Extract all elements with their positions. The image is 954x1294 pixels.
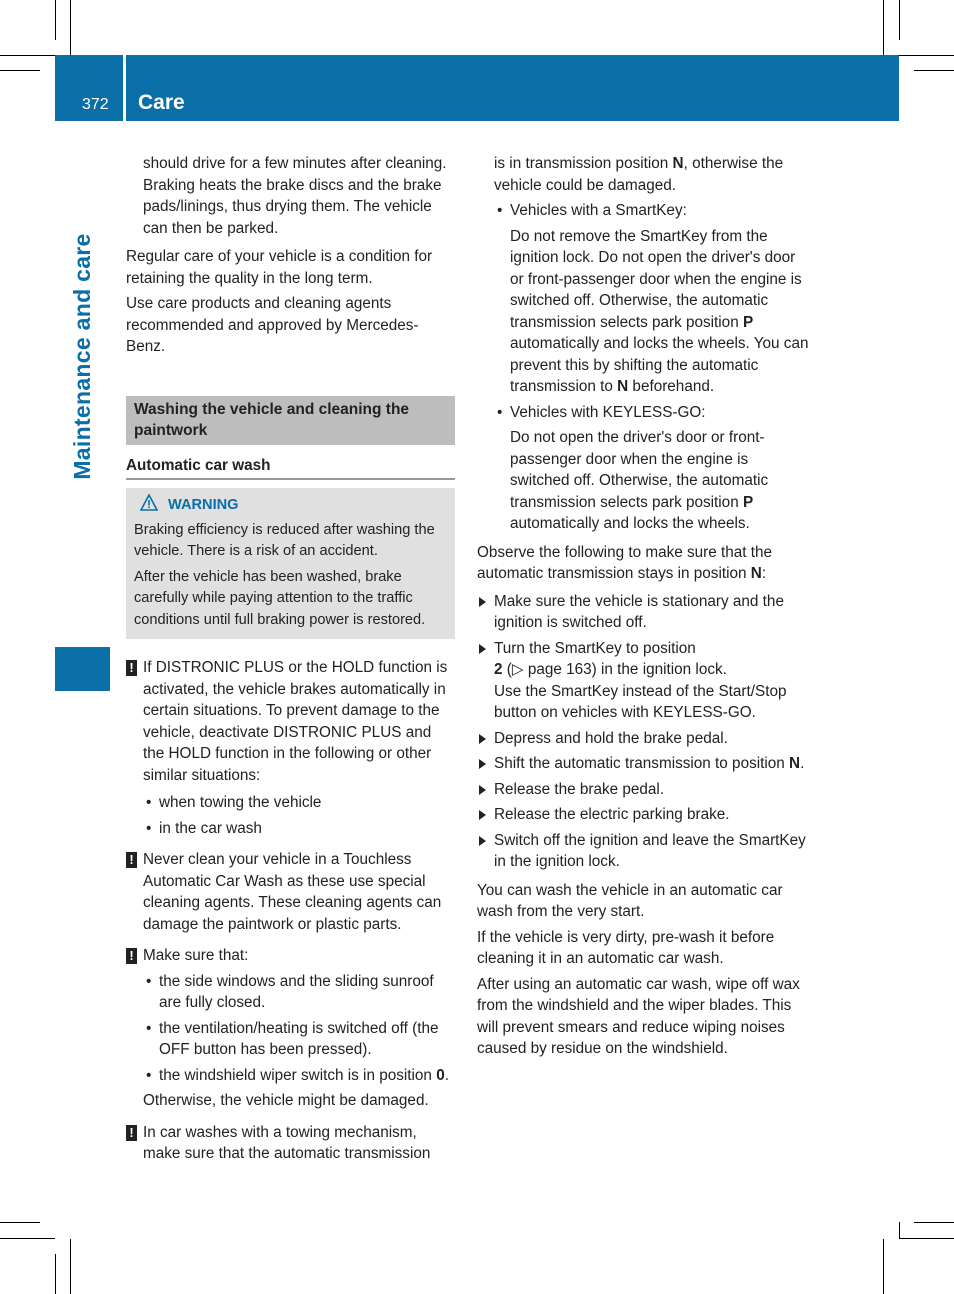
list-item: • when towing the vehicle [126, 792, 455, 814]
step-text: (▷ page 163) in the ignition lock. [502, 661, 727, 678]
position-value: N [750, 565, 762, 582]
list-item: • the windshield wiper switch is in position 0. [126, 1065, 455, 1087]
crop-mark [55, 0, 56, 40]
list-item: • in the car wash [126, 818, 455, 840]
crop-mark [55, 1254, 56, 1294]
paragraph: Use care products and cleaning agents recommended and approved by Mercedes-Benz. [126, 295, 419, 355]
crop-mark [899, 1222, 900, 1238]
continued-text [477, 153, 809, 196]
left-column [126, 153, 455, 1165]
crop-mark [914, 1222, 954, 1223]
step-text: Turn the SmartKey to position [494, 639, 696, 657]
side-tab-label: Maintenance and care [69, 233, 95, 480]
step-item [477, 779, 809, 801]
step-item [477, 753, 809, 775]
step-text: Switch off the ignition and leave the SmartKey in the ignition lock. [494, 831, 806, 870]
step-arrow-icon [479, 644, 486, 654]
position-value: P [742, 493, 754, 511]
subheading: Automatic car wash [126, 455, 455, 481]
crop-mark [899, 0, 900, 40]
position-value: P [742, 313, 754, 331]
paragraph [477, 542, 809, 585]
continued-text: should drive for a few minutes after cleaning. Braking heats the brake discs and the brake pads/linings, thus drying them. The vehicle can then be parked. [143, 155, 447, 237]
warning-label: WARNING [168, 497, 239, 513]
position-value: N [672, 155, 684, 172]
warning-triangle-icon [140, 494, 158, 511]
exclamation-icon: ! [126, 852, 137, 868]
note-text: Make sure that: [143, 947, 249, 964]
list-item: • the ventilation/heating is switched off (the OFF button has been pressed). [126, 1018, 455, 1061]
crop-mark [0, 70, 40, 71]
right-column [477, 153, 809, 1060]
note-text: In car washes with a towing mechanism, make sure that the automatic transmission [143, 1123, 431, 1162]
warning-text: Braking efficiency is reduced after washing the vehicle. There is a risk of an accident. [134, 521, 435, 559]
page-number: 372 [82, 96, 109, 113]
list-item: • the side windows and the sliding sunroof are fully closed. [126, 971, 455, 1014]
text: Observe the following to make sure that the automatic transmission stays in position [477, 543, 773, 582]
position-value: 0 [436, 1066, 445, 1084]
paragraph: After using an automatic car wash, wipe off wax from the windshield and the wiper blades. This will prevent smears and reduce wiping noises caused by residue on the windshield. [477, 975, 800, 1057]
text: , otherwise the vehicle could be damaged. [494, 155, 784, 194]
section-title: Care [138, 91, 185, 114]
step-arrow-icon [479, 810, 486, 820]
crop-mark [0, 1222, 40, 1223]
note [126, 849, 455, 935]
crop-mark [883, 1239, 884, 1294]
crop-mark [899, 55, 954, 56]
crop-mark [883, 0, 884, 55]
crop-mark [899, 1238, 954, 1239]
step-arrow-icon [479, 759, 486, 769]
step-text: Release the electric parking brake. [494, 806, 730, 823]
warning-box [126, 488, 455, 639]
list-item-text: the windshield wiper switch is in position [159, 1066, 432, 1084]
note-text: Never clean your vehicle in a Touchless Automatic Car Wash as these use special cleaning agents. These cleaning agents can damage the paintwork or plastic parts. [143, 851, 442, 933]
list-item: • Vehicles with KEYLESS-GO: [477, 402, 809, 424]
step-item [477, 638, 809, 724]
side-tab-marker [55, 647, 110, 691]
list-item: • Vehicles with a SmartKey: [477, 200, 809, 222]
list-item-text [477, 427, 809, 535]
step-text: Release the brake pedal. [494, 780, 665, 798]
note [126, 945, 455, 967]
step-text: Depress and hold the brake pedal. [494, 729, 728, 747]
section-heading: Washing the vehicle and cleaning the paintwork [126, 396, 455, 445]
text: automatically and locks the wheels. [510, 515, 750, 532]
position-value: N [789, 755, 801, 772]
step-item [477, 804, 809, 826]
paragraph: You can wash the vehicle in an automatic car wash from the very start. [477, 881, 783, 920]
exclamation-icon: ! [126, 948, 137, 964]
step-arrow-icon [479, 836, 486, 846]
step-text: . [800, 755, 805, 772]
side-tab [55, 122, 110, 691]
step-item [477, 591, 809, 634]
text: is in transmission position [494, 155, 673, 172]
exclamation-icon: ! [126, 660, 137, 676]
text: Do not remove the SmartKey from the ignition lock. Do not open the driver's door or front-passenger door when the engine is switched off. Otherwise, the automatic transmission selects park position [510, 227, 802, 331]
warning-text: After the vehicle has been washed, brake carefully while paying attention to the traffic conditions until full braking power is restored. [134, 568, 426, 628]
position-value: N [617, 378, 629, 395]
step-text: Shift the automatic transmission to position [494, 755, 790, 772]
list-item-text [477, 226, 809, 398]
text: : [761, 565, 767, 582]
crop-mark [0, 1238, 55, 1239]
note [126, 1122, 455, 1165]
step-arrow-icon [479, 785, 486, 795]
crop-mark [914, 70, 954, 71]
header-divider [123, 55, 126, 121]
exclamation-icon: ! [126, 1125, 137, 1141]
position-value: 2 [494, 661, 503, 678]
step-item [477, 830, 809, 873]
step-text: Make sure the vehicle is stationary and the ignition is switched off. [494, 592, 784, 631]
note-text: If DISTRONIC PLUS or the HOLD function is activated, the vehicle brakes automatically in certain situations. To prevent damage to the vehicle, deactivate DISTRONIC PLUS and the HOLD function in the following or other similar situations: [143, 659, 448, 784]
warning-header [134, 494, 447, 517]
step-arrow-icon [479, 734, 486, 744]
paragraph: If the vehicle is very dirty, pre-wash it before cleaning it in an automatic car wash. [477, 928, 775, 967]
text: automatically and locks the wheels. You can prevent this by shifting the automatic transmission to [510, 335, 809, 395]
note [126, 657, 455, 786]
paragraph: Regular care of your vehicle is a condition for retaining the quality in the long term. [126, 248, 433, 287]
crop-mark [70, 1239, 71, 1294]
note-text: Otherwise, the vehicle might be damaged. [143, 1092, 429, 1109]
text: Do not open the driver's door or front-passenger door when the engine is switched off. Otherwise, the automatic transmission selects park position [510, 429, 769, 511]
step-text: Use the SmartKey instead of the Start/Stop button on vehicles with KEYLESS-GO. [494, 682, 787, 721]
step-arrow-icon [479, 597, 486, 607]
crop-mark [70, 0, 71, 55]
text: beforehand. [628, 378, 715, 395]
step-item [477, 728, 809, 750]
crop-mark [0, 55, 55, 56]
